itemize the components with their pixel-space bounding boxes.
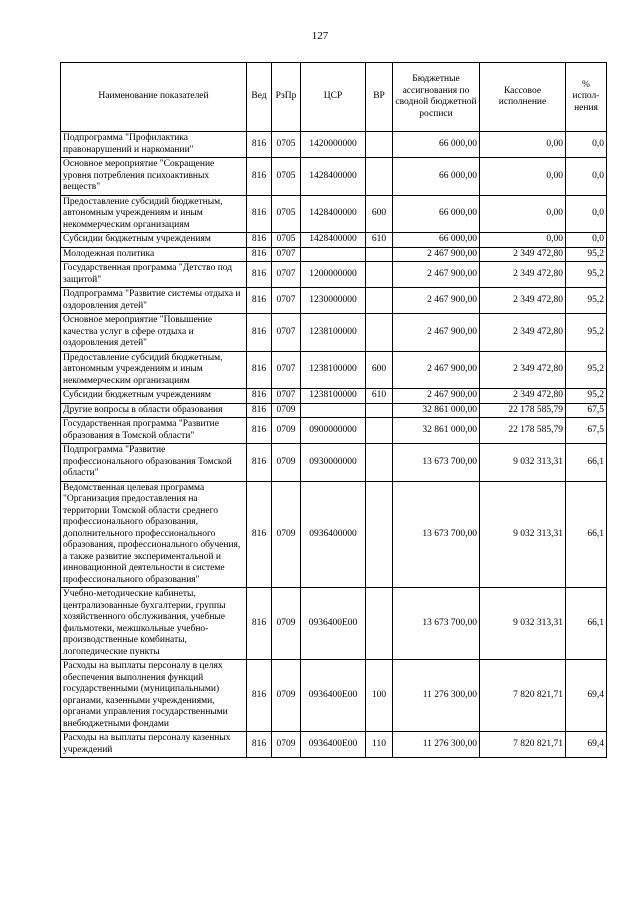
cell-percent: 95,2 [566,262,607,288]
table-row [61,351,607,389]
table-row [61,403,607,418]
cell-ved: 816 [247,418,272,444]
cell-vr [366,247,393,262]
cell-ved: 816 [247,195,272,233]
cell-vr: 600 [366,195,393,233]
cell-rzpr: 0707 [272,351,301,389]
cell-csr: 0936400Е00 [301,588,366,660]
cell-name: Ведомственная целевая программа "Организация предоставления на территории Томской области среднего профессионального образования, дополнительного профессионального образования, профессионального обучения, а также развитие экспериментальной и инновационной деятельности в системе профессионального образования" [61,481,247,588]
table-row [61,588,607,660]
cell-name: Учебно-методические кабинеты, централизованные бухгалтерии, группы хозяйственного обслуживания, учебные фильмотеки, межшкольные учебно-производственные комбинаты, логопедические пункты [61,588,247,660]
cell-budget: 11 276 300,00 [393,732,480,758]
table-row [61,158,607,196]
cell-csr: 0936400Е00 [301,732,366,758]
cell-vr [366,418,393,444]
cell-ved: 816 [247,247,272,262]
table-row [61,233,607,248]
cell-csr: 1238100000 [301,389,366,404]
cell-rzpr: 0705 [272,132,301,158]
cell-ved: 816 [247,403,272,418]
cell-percent: 66,1 [566,444,607,482]
cell-budget: 2 467 900,00 [393,247,480,262]
cell-name: Субсидии бюджетным учреждениям [61,389,247,404]
table-row [61,481,607,588]
cell-budget: 32 861 000,00 [393,418,480,444]
cell-percent: 67,5 [566,418,607,444]
cell-percent: 0,0 [566,195,607,233]
cell-budget: 2 467 900,00 [393,288,480,314]
cell-ved: 816 [247,660,272,732]
cell-name: Основное мероприятие "Повышение качества услуг в сфере отдыха и оздоровления детей" [61,314,247,352]
cell-percent: 95,2 [566,389,607,404]
header-rzpr: РзПр [272,63,301,132]
cell-name: Предоставление субсидий бюджетным, автономным учреждениям и иным некоммерческим организациям [61,351,247,389]
cell-budget: 66 000,00 [393,233,480,248]
cell-percent: 0,0 [566,132,607,158]
table-row [61,389,607,404]
cell-vr: 610 [366,389,393,404]
cell-cash: 0,00 [480,132,566,158]
cell-percent: 95,2 [566,314,607,352]
cell-vr [366,588,393,660]
cell-cash: 2 349 472,80 [480,351,566,389]
cell-budget: 2 467 900,00 [393,314,480,352]
cell-vr [366,481,393,588]
cell-csr: 1420000000 [301,132,366,158]
cell-csr: 1428400000 [301,158,366,196]
cell-cash: 2 349 472,80 [480,389,566,404]
cell-ved: 816 [247,262,272,288]
cell-csr: 0936400Е00 [301,660,366,732]
table-body [61,132,607,758]
cell-csr: 1428400000 [301,195,366,233]
cell-name: Основное мероприятие "Сокращение уровня потребления психоактивных веществ" [61,158,247,196]
cell-name: Подпрограмма "Развитие профессионального образования Томской области" [61,444,247,482]
header-percent: % испол- нения [566,63,607,132]
cell-cash: 0,00 [480,158,566,196]
cell-budget: 13 673 700,00 [393,588,480,660]
cell-rzpr: 0705 [272,233,301,248]
cell-vr: 110 [366,732,393,758]
cell-name: Субсидии бюджетным учреждениям [61,233,247,248]
cell-rzpr: 0709 [272,418,301,444]
cell-cash: 22 178 585,79 [480,418,566,444]
cell-percent: 66,1 [566,481,607,588]
cell-name: Расходы на выплаты персоналу казенных учреждений [61,732,247,758]
cell-cash: 2 349 472,80 [480,247,566,262]
cell-vr [366,158,393,196]
cell-rzpr: 0709 [272,732,301,758]
cell-percent: 69,4 [566,732,607,758]
cell-csr [301,403,366,418]
cell-rzpr: 0705 [272,158,301,196]
cell-csr: 1428400000 [301,233,366,248]
table-row [61,660,607,732]
cell-name: Государственная программа "Развитие образования в Томской области" [61,418,247,444]
cell-csr: 0900000000 [301,418,366,444]
cell-vr [366,262,393,288]
cell-ved: 816 [247,444,272,482]
cell-percent: 0,0 [566,158,607,196]
header-vr: ВР [366,63,393,132]
cell-rzpr: 0707 [272,288,301,314]
cell-csr: 1230000000 [301,288,366,314]
cell-cash: 2 349 472,80 [480,288,566,314]
table-row [61,262,607,288]
cell-cash: 2 349 472,80 [480,314,566,352]
cell-name: Подпрограмма "Развитие системы отдыха и оздоровления детей" [61,288,247,314]
cell-budget: 2 467 900,00 [393,389,480,404]
table-header-row [61,63,607,132]
cell-vr [366,314,393,352]
cell-rzpr: 0709 [272,588,301,660]
cell-cash: 0,00 [480,195,566,233]
table-row [61,732,607,758]
table-row [61,195,607,233]
cell-ved: 816 [247,158,272,196]
cell-name: Подпрограмма "Профилактика правонарушений и наркомании" [61,132,247,158]
cell-csr: 1238100000 [301,314,366,352]
cell-percent: 0,0 [566,233,607,248]
header-budget: Бюджетные ассигнования по сводной бюджетной росписи [393,63,480,132]
cell-ved: 816 [247,732,272,758]
cell-ved: 816 [247,132,272,158]
table-row [61,288,607,314]
cell-vr: 610 [366,233,393,248]
cell-cash: 9 032 313,31 [480,481,566,588]
cell-budget: 13 673 700,00 [393,481,480,588]
cell-ved: 816 [247,389,272,404]
cell-ved: 816 [247,481,272,588]
cell-vr: 100 [366,660,393,732]
cell-percent: 95,2 [566,288,607,314]
header-ved: Вед [247,63,272,132]
budget-table [60,62,607,758]
cell-budget: 32 861 000,00 [393,403,480,418]
cell-vr [366,403,393,418]
table-row [61,444,607,482]
cell-percent: 66,1 [566,588,607,660]
page-number: 127 [311,30,329,42]
cell-csr [301,247,366,262]
cell-ved: 816 [247,233,272,248]
cell-budget: 13 673 700,00 [393,444,480,482]
cell-percent: 95,2 [566,351,607,389]
cell-ved: 816 [247,288,272,314]
cell-cash: 9 032 313,31 [480,444,566,482]
cell-rzpr: 0705 [272,195,301,233]
cell-rzpr: 0707 [272,314,301,352]
cell-percent: 67,5 [566,403,607,418]
cell-vr: 600 [366,351,393,389]
cell-rzpr: 0707 [272,262,301,288]
cell-ved: 816 [247,314,272,352]
cell-cash: 0,00 [480,233,566,248]
cell-name: Государственная программа "Детство под защитой" [61,262,247,288]
cell-rzpr: 0709 [272,481,301,588]
cell-name: Расходы на выплаты персоналу в целях обеспечения выполнения функций государственными (муниципальными) органами, казенными учреждениями, органами управления государственными внебюджетными фондами [61,660,247,732]
cell-cash: 22 178 585,79 [480,403,566,418]
cell-cash: 2 349 472,80 [480,262,566,288]
cell-vr [366,444,393,482]
cell-rzpr: 0707 [272,247,301,262]
cell-rzpr: 0707 [272,389,301,404]
header-csr: ЦСР [301,63,366,132]
cell-csr: 0930000000 [301,444,366,482]
cell-rzpr: 0709 [272,403,301,418]
header-name: Наименование показателей [61,63,247,132]
cell-ved: 816 [247,588,272,660]
cell-cash: 9 032 313,31 [480,588,566,660]
cell-percent: 95,2 [566,247,607,262]
cell-csr: 0936400000 [301,481,366,588]
cell-name: Молодежная политика [61,247,247,262]
cell-name: Предоставление субсидий бюджетным, автономным учреждениям и иным некоммерческим организациям [61,195,247,233]
cell-cash: 7 820 821,71 [480,732,566,758]
cell-rzpr: 0709 [272,444,301,482]
table-row [61,132,607,158]
cell-rzpr: 0709 [272,660,301,732]
cell-budget: 2 467 900,00 [393,351,480,389]
cell-ved: 816 [247,351,272,389]
cell-vr [366,288,393,314]
cell-cash: 7 820 821,71 [480,660,566,732]
cell-name: Другие вопросы в области образования [61,403,247,418]
cell-budget: 66 000,00 [393,158,480,196]
table-row [61,314,607,352]
table-row [61,247,607,262]
table-row [61,418,607,444]
cell-csr: 1238100000 [301,351,366,389]
header-cash: Кассовое исполнение [480,63,566,132]
cell-budget: 11 276 300,00 [393,660,480,732]
cell-budget: 66 000,00 [393,195,480,233]
cell-budget: 66 000,00 [393,132,480,158]
cell-csr: 1200000000 [301,262,366,288]
cell-vr [366,132,393,158]
cell-percent: 69,4 [566,660,607,732]
cell-budget: 2 467 900,00 [393,262,480,288]
